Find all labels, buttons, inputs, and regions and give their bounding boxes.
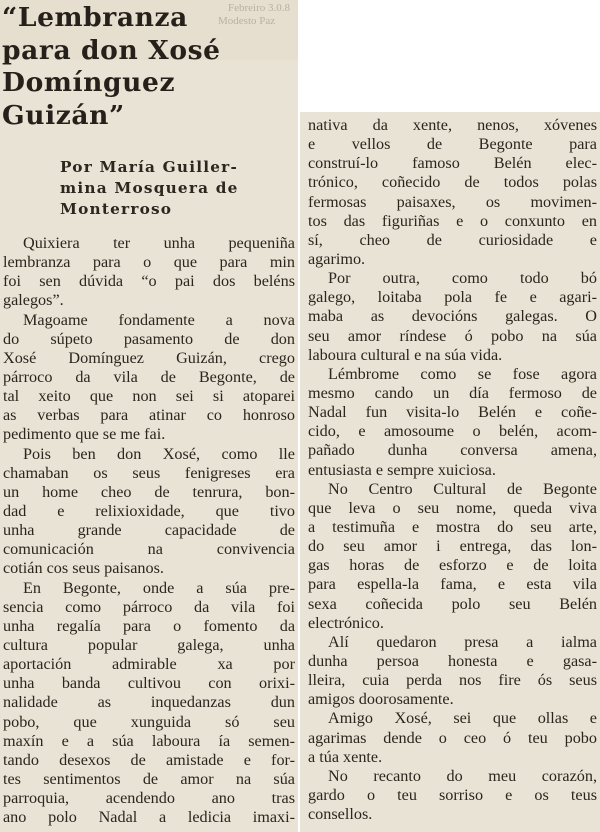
- body-text-line: pañado dunha conversa amena,: [308, 441, 597, 460]
- body-text-line: parroquia, acendendo ano tras: [3, 789, 295, 808]
- body-text-line: Quixiera ter unha pequeniña: [23, 234, 295, 252]
- body-text-line: sexa coñecida polo seu Belén: [308, 594, 597, 613]
- body-text-line: e vellos de Begonte para: [308, 135, 597, 154]
- body-text-line: ano polo Nadal a ledicia imaxi-: [3, 808, 295, 827]
- body-text-line: electrónico.: [308, 613, 384, 632]
- body-text-line: cultura popular galega, unha: [3, 635, 295, 654]
- body-text-line: Magoame fondamente a nova: [23, 310, 295, 329]
- body-text-line: dunha persoa honesta e gasa-: [308, 651, 597, 670]
- body-text-line: tando desexos de amistade e for-: [3, 750, 295, 769]
- body-text-line: foi sen dúvida “o pai dos beléns: [3, 272, 295, 291]
- article-body-right: [308, 116, 597, 824]
- clipping-left-column: [0, 0, 298, 832]
- body-text-line: agarimo.: [308, 249, 366, 268]
- body-text-line: Nadal fun visita-lo Belén e coñe-: [308, 403, 597, 422]
- body-text-line: Amigo Xosé, sei que ollas e: [328, 709, 597, 728]
- article-title: [2, 2, 298, 132]
- body-text-line: que leva o seu nome, queda viva: [308, 498, 597, 517]
- body-text-line: as verbas para atinar co honroso: [3, 406, 295, 425]
- title-line: “Lembranza: [2, 2, 188, 33]
- body-text-line: do súpeto pasamento de don: [3, 329, 295, 348]
- body-text-line: Pois ben don Xosé, como lle: [23, 444, 295, 463]
- body-text-line: En Begonte, onde a súa pre-: [23, 578, 295, 597]
- body-text-line: para espella-la fama, e esta vila: [308, 575, 597, 594]
- body-text-line: sencia como párroco da vila foi: [3, 597, 295, 616]
- title-line: para don Xosé: [2, 34, 221, 66]
- body-text-line: No recanto do meu corazón,: [328, 766, 597, 785]
- body-text-line: sí, cheo de curiosidade e: [308, 230, 597, 249]
- body-text-line: tes sentimentos de amor na súa: [3, 769, 295, 788]
- byline-line: mina Mosquera de: [60, 179, 239, 197]
- body-text-line: chamaban os seus fenigreses era: [3, 463, 295, 482]
- body-text-line: Alí quedaron presa a ialma: [328, 632, 597, 651]
- title-line: Guizán”: [2, 99, 125, 131]
- body-text-line: tal xeito que non sei si atoparei: [3, 387, 295, 406]
- body-text-line: dad e relixioxidade, que tivo: [3, 501, 295, 520]
- body-text-line: tos das figuriñas e o conxunto en: [308, 211, 597, 230]
- body-text-line: Xosé Domínguez Guizán, crego: [3, 348, 295, 367]
- bleed-through-text-2: Modesto Paz: [218, 15, 276, 27]
- body-text-line: trónico, coñecido de todos polas: [308, 173, 597, 192]
- body-text-line: nalidade as inquedanzas dun: [3, 693, 295, 712]
- body-text-line: galegos”.: [3, 291, 64, 310]
- article-body-left: [3, 234, 295, 827]
- body-text-line: entusiasta e sempre xuiciosa.: [308, 460, 496, 479]
- body-text-line: a testimuña e mostra do seu arte,: [308, 517, 597, 536]
- body-text-line: agarimas dende o ceo ó teu pobo: [308, 728, 597, 747]
- body-text-line: laboura cultural e na súa vida.: [308, 345, 503, 364]
- body-text-line: un home cheo de tenrura, bon-: [3, 482, 295, 501]
- body-text-line: maxín e a súa laboura ía semen-: [3, 731, 295, 750]
- title-line: Domínguez: [2, 67, 176, 98]
- body-text-line: pedimento que se me fai.: [3, 425, 166, 444]
- body-text-line: amigos doorosamente.: [308, 690, 454, 709]
- body-text-line: Lémbrome como se fose agora: [328, 364, 597, 383]
- body-text-line: pobo, que xunguida só seu: [3, 712, 295, 731]
- body-text-line: Por outra, como todo bó: [328, 269, 597, 288]
- article-byline: [60, 157, 296, 220]
- body-text-line: nativa da xente, nenos, xóvenes: [308, 116, 597, 134]
- body-text-line: unha grande capacidade de: [3, 521, 295, 540]
- body-text-line: unha regalía para o fomento da: [3, 616, 295, 635]
- byline-line: Monterroso: [60, 200, 173, 218]
- body-text-line: lembranza para o que para min: [3, 253, 295, 272]
- body-text-line: do seu amor i entrega, das lon-: [308, 537, 597, 556]
- byline-line: Por María Guiller-: [60, 158, 238, 176]
- body-text-line: párroco da vila de Begonte, de: [3, 367, 295, 386]
- clipping-right-column: [300, 112, 600, 832]
- body-text-line: comunicación na convivencia: [3, 540, 295, 559]
- body-text-line: construí-lo famoso Belén elec-: [308, 154, 597, 173]
- body-text-line: aportación admirable xa por: [3, 655, 295, 674]
- body-text-line: gas horas de esforzo e de loita: [308, 556, 597, 575]
- body-text-line: cido, e amosoume o belén, acom-: [308, 422, 597, 441]
- body-text-line: No Centro Cultural de Begonte: [328, 479, 597, 498]
- body-text-line: mesmo cando un día fermoso de: [308, 383, 597, 402]
- body-text-line: galego, loitaba pola fe e agari-: [308, 288, 597, 307]
- body-text-line: unha banda cultivou con orixi-: [3, 674, 295, 693]
- body-text-line: lleira, cuia perda nos fire ós seus: [308, 671, 597, 690]
- body-text-line: a túa xente.: [308, 747, 383, 766]
- body-text-line: maba as devocións galegas. O: [308, 307, 597, 326]
- bleed-through-text-1: Febreiro 3.0.8: [228, 2, 291, 14]
- body-text-line: fermosas paisaxes, os movimen-: [308, 192, 597, 211]
- body-text-line: gardo o teu sorriso e os teus: [308, 785, 597, 804]
- body-text-line: cotián cos seus paisanos.: [3, 559, 164, 578]
- body-text-line: seu amor ríndese ó pobo na súa: [308, 326, 597, 345]
- body-text-line: consellos.: [308, 805, 373, 824]
